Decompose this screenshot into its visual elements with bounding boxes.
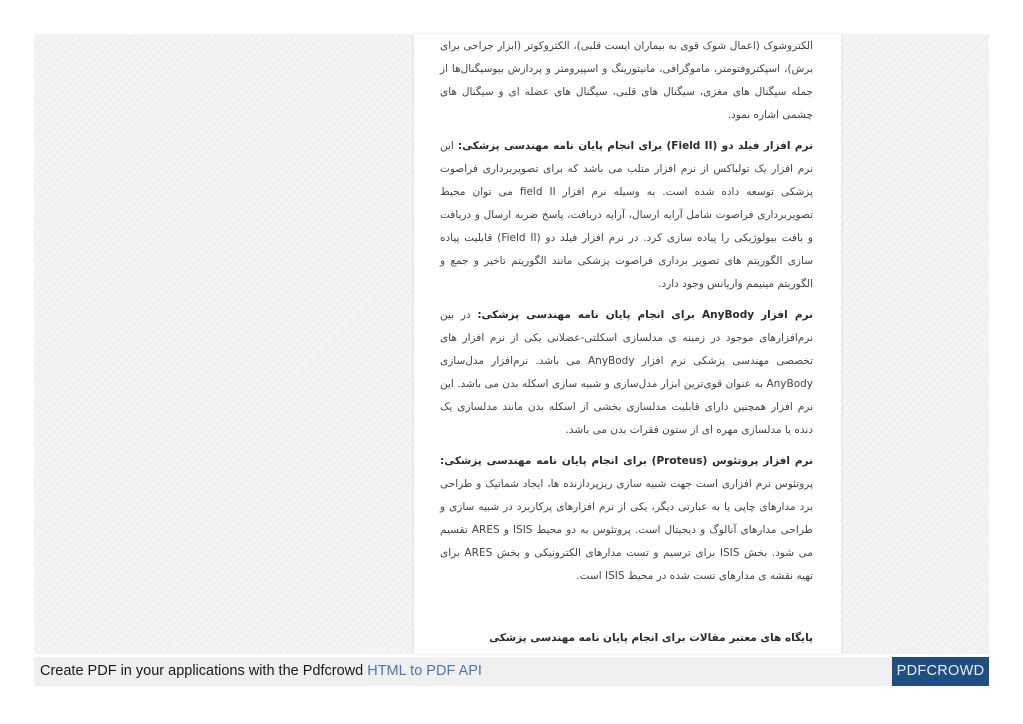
paragraph-heading-anybody: نرم افزار AnyBody برای انجام پایان نامه مهندسی پزشکی: — [477, 309, 813, 321]
paragraph-anybody — [440, 304, 813, 442]
paragraph-heading-field-ii: نرم افزار فیلد دو (Field II) برای انجام پایان نامه مهندسی پزشکی: — [457, 140, 814, 152]
paragraph-text: پروتئوس نرم افزاری است جهت شبیه سازی ریزپردازنده ها، ایجاد شماتیک و طراحی برد مدارهای چاپی یا به عبارتی دیگر، یکی از نرم افزارهای پرکاربرد در شبیه سازی و طراحی مدارهای آنالوگ و دیجیتال است. پروتئوس به دو محیط ISIS و ARES تقسیم می شود. بخش ISIS برای ترسیم و تست مدارهای الکترونیکی و بخش ARES برای تهیه نقشه ی مدارهای تست شده در محیط ISIS است. — [440, 478, 813, 582]
article-content-column — [414, 34, 841, 654]
footer-text — [40, 657, 482, 686]
footer-prefix-text: Create PDF in your applications with the Pdfcrowd — [40, 663, 368, 679]
paragraph-text: در بین نرم‌افزارهای موجود در زمینه ی مدلسازی اسکلتی-عضلانی یکی از نرم افزار های تخصصی مهندسی پزشکی نرم افزار AnyBody می باشد. نرم‌افزار مدل‌سازی AnyBody به عنوان قوی‌ترین ابزار مدل‌سازی و شبیه سازی اسکله بدن می باشد. این نرم افزار همچنین دارای قابلیت مدلسازی بخشی از اسکله بدن مانند مدلسازی یک دنده یا مدلسازی مهره ای از ستون فقرات بدن می باشد. — [440, 309, 813, 436]
right-background-pattern — [841, 34, 989, 654]
paragraph-proteus — [440, 450, 813, 588]
pdfcrowd-footer-bar — [34, 657, 989, 686]
paragraph-heading-proteus: نرم افزار پروتئوس (Proteus) برای انجام پایان نامه مهندسی پزشکی: — [440, 455, 814, 467]
paragraph-field-ii — [440, 135, 813, 296]
left-background-pattern — [34, 34, 414, 654]
pdfcrowd-badge-button[interactable]: PDFCROWD — [892, 657, 989, 686]
paragraph-text: این نرم افزار یک تولباکس از نرم افزار متلب می باشد که برای تصویربرداری فراصوت پزشکی توسعه داده شده است. به وسیله نرم افزار field II می توان محیط تصویربرداری فراصوت شامل آرایه ارسال، آرایه دریافت، پاسخ ضربه ارسال و دریافت و بافت بیولوژیکی را پیاده سازی کرد. در نرم افزار فیلد دو (Field II) قابلیت پیاده سازی الگوریتم های تصویر برداری فراصوت پزشکی مانند الگوریتم تاخیر و جمع و الگوریتم مینیمم واریانس وجود دارد. — [440, 140, 814, 290]
html-to-pdf-api-link[interactable]: HTML to PDF API — [367, 663, 482, 679]
article-body — [440, 34, 813, 596]
paragraph-text: الکتروشوک (اعمال شوک قوی به بیماران ایست قلبی)، الکتروکوتر (ابزار جراحی برای برش)، اسپکتروفتومتر، ماموگرافی، مانیتورینگ و اسپیرومتر و پردازش بیوسیگنال‌ها از جمله سیگنال های مغزی، سیگنال های قلبی، سیگنال های عضله ای و سیگنال های چشمی اشاره نمود. — [440, 40, 813, 121]
section-heading-databases: پایگاه های معتبر مقالات برای انجام پایان نامه مهندسی پزشکی — [489, 632, 813, 644]
paragraph-intro-continuation — [440, 35, 813, 127]
